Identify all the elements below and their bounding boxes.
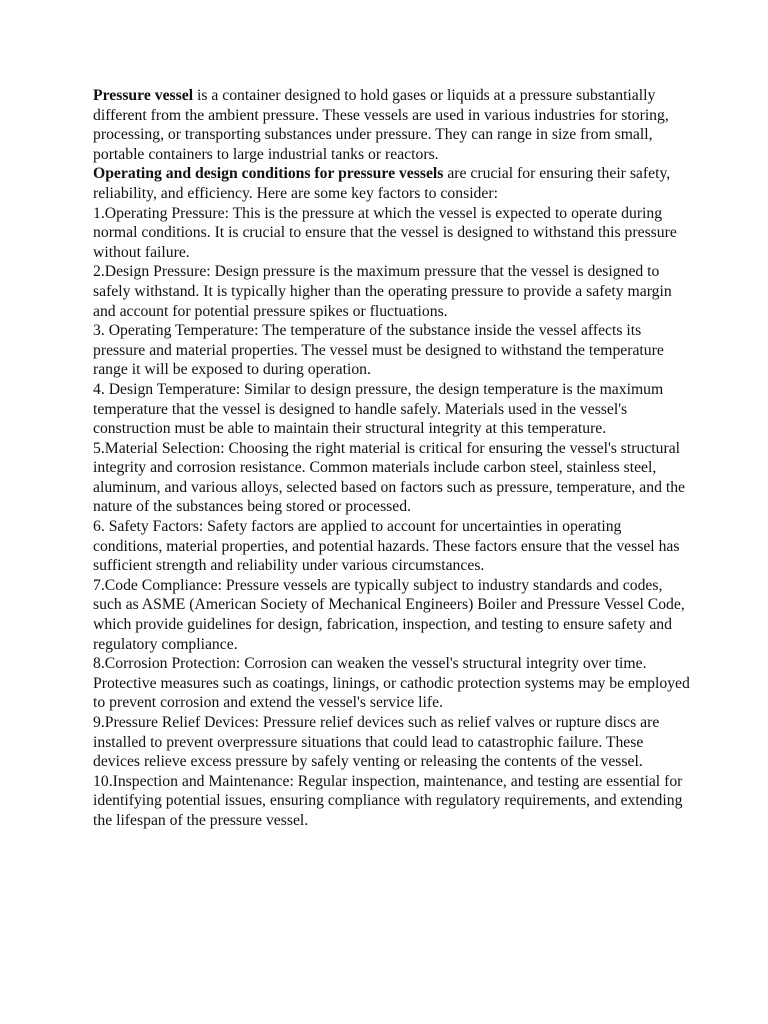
list-item-code-compliance: 7.Code Compliance: Pressure vessels are typically subject to industry standards and codes, such as ASME (American Society of Mechanical Engineers) Boiler and Pressure Vessel Code, which provide guidelines for design, fabrication, inspection, and testing to ensure safety and regulatory compliance. (93, 576, 685, 653)
list-item-operating-pressure: 1.Operating Pressure: This is the pressure at which the vessel is expected to operate during normal conditions. It is crucial to ensure that the vessel is designed to withstand this pressure without failure. (93, 204, 677, 261)
intro-term: Pressure vessel (93, 87, 194, 104)
heading-term: Operating and design conditions for pressure vessels (93, 165, 444, 183)
list-item-inspection-maintenance: 10.Inspection and Maintenance: Regular inspection, maintenance, and testing are essential for identifying potential issues, ensuring compliance with regulatory requirements, and extending the lifespan of the pressure vessel. (93, 772, 683, 829)
list-item-operating-temperature: 3. Operating Temperature: The temperature of the substance inside the vessel affects its pressure and material properties. The vessel must be designed to withstand the temperature range it will be exposed to during operation. (93, 322, 664, 379)
list-item-design-pressure: 2.Design Pressure: Design pressure is the maximum pressure that the vessel is designed to safely withstand. It is typically higher than the operating pressure to provide a safety margin and account for potential pressure spikes or fluctuations. (93, 263, 672, 320)
document-page (93, 86, 693, 831)
list-item-pressure-relief-devices: 9.Pressure Relief Devices: Pressure relief devices such as relief valves or rupture discs are installed to prevent overpressure situations that could lead to catastrophic failure. These devices relieve excess pressure by safely venting or releasing the contents of the vessel. (93, 714, 660, 771)
list-item-safety-factors: 6. Safety Factors: Safety factors are applied to account for uncertainties in operating conditions, material properties, and potential hazards. These factors ensure that the vessel has sufficient strength and reliability under various circumstances. (93, 518, 680, 575)
intro-paragraph (93, 86, 693, 164)
intro-text: is a container designed to hold gases or liquids at a pressure substantially different from the ambient pressure. These vessels are used in various industries for storing, processing, or transporting substances under pressure. They can range in size from small, portable containers to large industrial tanks or reactors. (93, 87, 669, 163)
list-item-material-selection: 5.Material Selection: Choosing the right material is critical for ensuring the vessel's structural integrity and corrosion resistance. Common materials include carbon steel, stainless steel, aluminum, and various alloys, selected based on factors such as pressure, temperature, and the nature of the substances being stored or processed. (93, 439, 686, 516)
heading-text: are crucial for ensuring their safety, reliability, and efficiency. Here are some key factors to consider: (93, 165, 671, 202)
list-item-design-temperature: 4. Design Temperature: Similar to design pressure, the design temperature is the maximum temperature that the vessel is designed to handle safely. Materials used in the vessel's construction must be able to maintain their structural integrity at this temperature. (93, 380, 664, 438)
list-item-corrosion-protection: 8.Corrosion Protection: Corrosion can weaken the vessel's structural integrity over time. Protective measures such as coatings, linings, or cathodic protection systems may be employed to prevent corrosion and extend the vessel's service life. (93, 655, 690, 712)
heading-paragraph (93, 164, 693, 203)
